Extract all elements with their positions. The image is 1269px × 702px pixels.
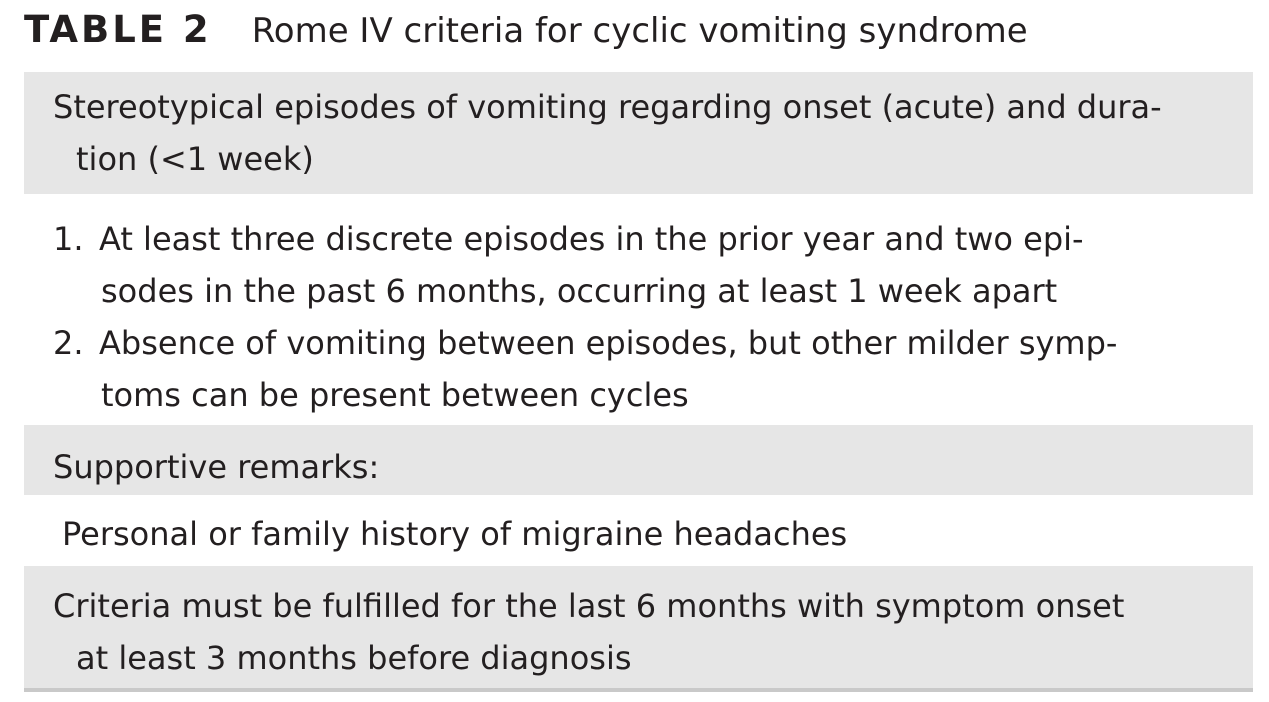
criteria-item-2 [24, 317, 1253, 421]
intro-line-1: Stereotypical episodes of vomiting regarding onset (acute) and dura- [53, 88, 1162, 126]
footer-row [24, 566, 1253, 688]
criteria-list [24, 208, 1253, 416]
intro-row [24, 72, 1253, 194]
supportive-item: Personal or family history of migraine headaches [62, 515, 848, 553]
intro-line-2: tion (<1 week) [76, 140, 314, 178]
table-caption: Rome IV criteria for cyclic vomiting syndrome [251, 11, 1028, 51]
footer-line-1: Criteria must be fulfilled for the last 6 months with symptom onset [53, 587, 1125, 625]
criteria-1-line-1: At least three discrete episodes in the prior year and two epi- [99, 220, 1084, 258]
footer-line-2: at least 3 months before diagnosis [76, 639, 632, 677]
table-title [24, 8, 1028, 56]
supportive-heading-row [24, 425, 1253, 495]
criteria-text-2 [99, 317, 1253, 421]
supportive-heading: Supportive remarks: [53, 448, 380, 486]
supportive-item-row [24, 508, 1253, 558]
criteria-2-line-1: Absence of vomiting between episodes, but other milder symp- [99, 324, 1118, 362]
criteria-item-1 [24, 213, 1253, 317]
bottom-rule [24, 688, 1253, 692]
criteria-2-line-2: toms can be present between cycles [101, 376, 689, 414]
table-label: TABLE 2 [24, 8, 212, 51]
criteria-number-2: 2. [53, 324, 84, 362]
criteria-number-1: 1. [53, 220, 84, 258]
criteria-text-1 [99, 213, 1253, 317]
criteria-1-line-2: sodes in the past 6 months, occurring at least 1 week apart [101, 272, 1058, 310]
